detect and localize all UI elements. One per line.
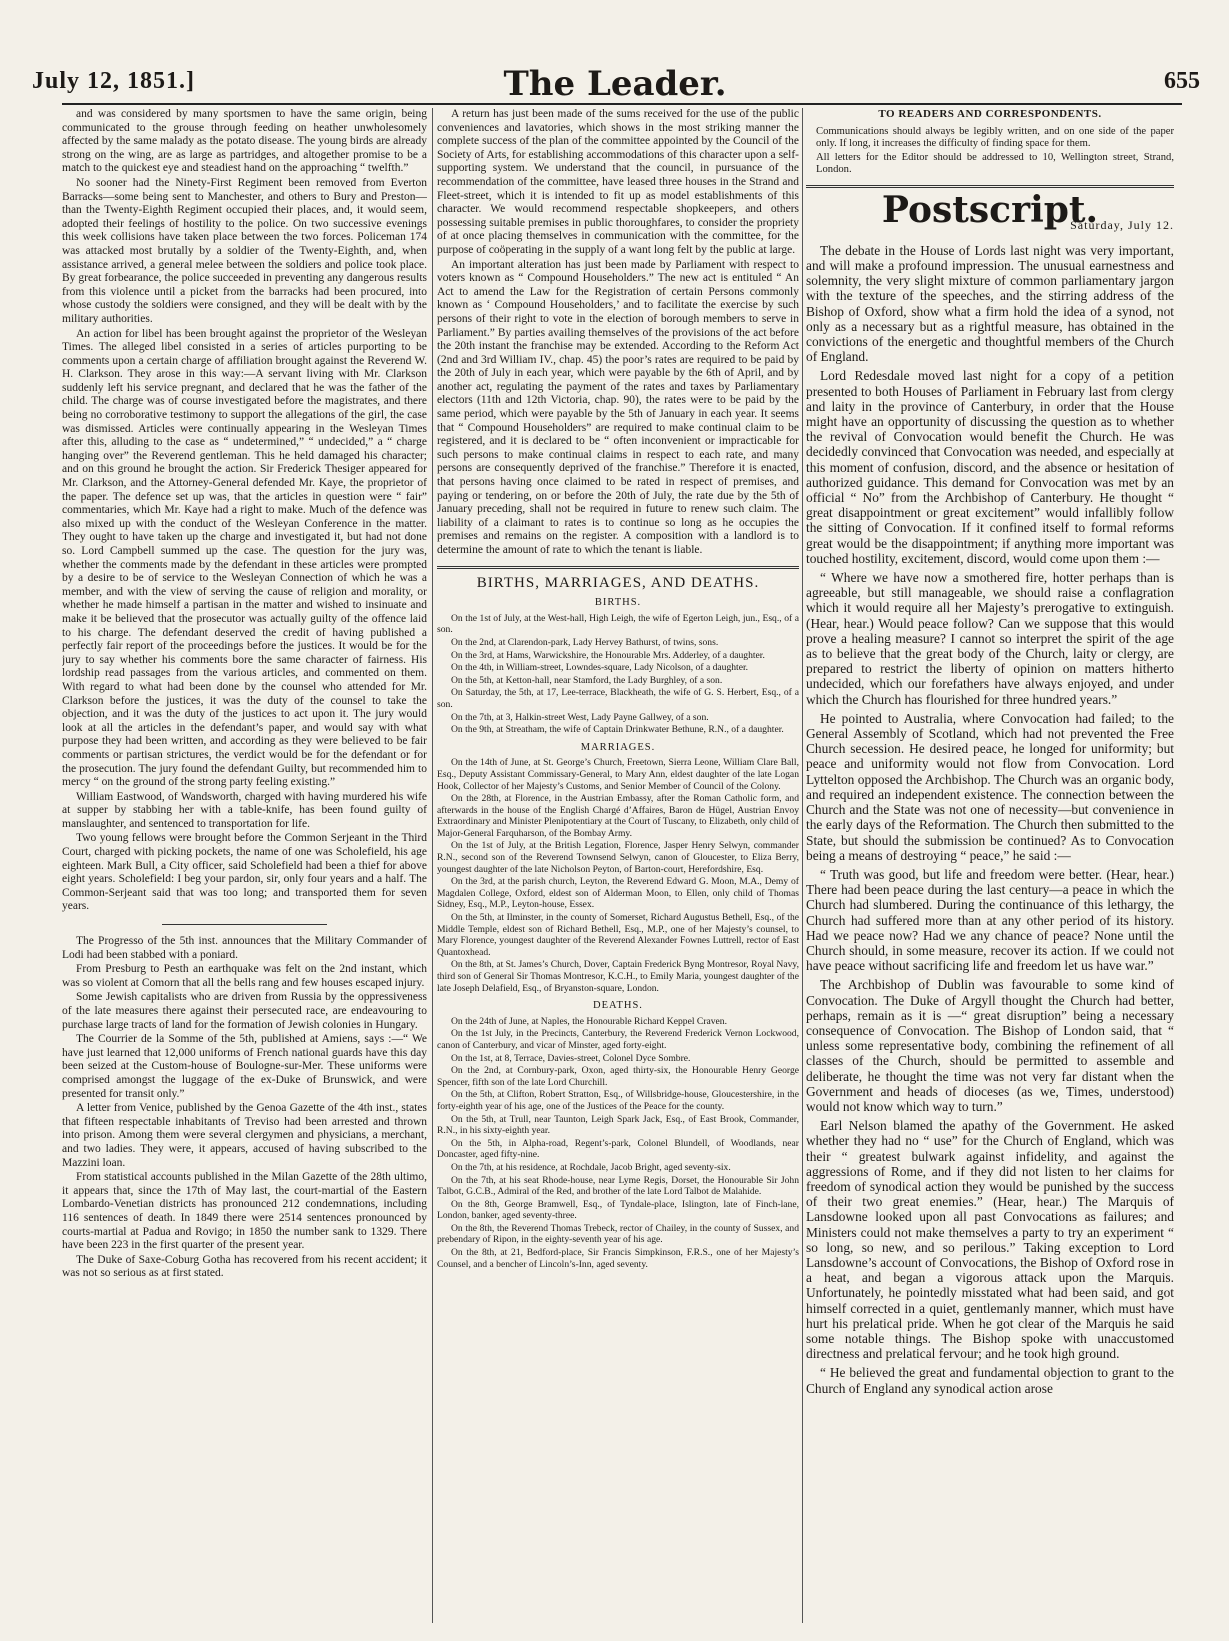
death-notice: On the 24th of June, at Naples, the Honourable Richard Keppel Craven.	[451, 1015, 728, 1027]
death-notice: On the 7th, at his residence, at Rochdale, Jacob Bright, aged seventy-six.	[451, 1161, 731, 1173]
article-paragraph: From statistical accounts published in the Milan Gazette of the 28th ultimo, it appears that, since the 17th of May last, the court-martial of the Eastern Lombardo-Venetian districts has pronounced 212 condemnations, including 116 sentences of death. In 1849 there were 2514 sentences pronounced by courts-martial at Padua and Rovigo; in 1850 the number sank to 1329. There have been 223 in the first quarter of the present year.	[62, 1171, 427, 1252]
postscript-paragraph: Lord Redesdale moved last night for a copy of a petition presented to both Houses of Parliament in February last from clergy and laity in the province of Canterbury, in order that the House might have an opportunity of discussing the question as to whether the revival of Convocation would benefit the Church. He was decidedly convinced that Convocation was needed, and especially at this moment of confusion, discord, and the absence or hesitation of authorized guidance. This demand for Convocation was met by an official “ No” from the Archbishop of Canterbury. He thought “ great disappointment or great excitement” would infallibly follow the sitting of Convocation. If it confined itself to formal reforms great would be the disappointment; if anything more important was touched hostility, excitement, discord, would come upon them :—	[806, 368, 1174, 566]
article-paragraph: The Duke of Saxe-Coburg Gotha has recovered from his recent accident; it was not so serious as at first stated.	[62, 1253, 427, 1280]
readers-notices	[806, 126, 1174, 177]
death-notice: On the 5th, in Alpha-road, Regent’s-park, Colonel Blundell, of Woodlands, near Doncaster, aged fifty-nine.	[437, 1137, 799, 1161]
deaths-list	[437, 1016, 799, 1270]
postscript-title: Postscript.	[881, 188, 1099, 231]
news-paragraphs	[62, 108, 427, 914]
foreign-news-paragraphs	[62, 935, 427, 1281]
death-notice: On the 5th, at Clifton, Robert Stratton, Esq., of Willsbridge-house, Gloucestershire, in the forty-eighth year of his age, one of the Justices of the Peace for the county.	[437, 1089, 799, 1112]
marriage-notice: On the 5th, at Ilminster, in the county of Somerset, Richard Augustus Bethell, Esq., of the Middle Temple, eldest son of Richard Bethell, Esq., M.P., one of her Majesty’s counsel, to Mary Florence, youngest daughter of the Reverend Alexander Fownes Luttrell, rector of East Quantoxhead.	[437, 912, 799, 958]
article-paragraph: An action for libel has been brought against the proprietor of the Wesleyan Times. The alleged libel consisted in a series of articles purporting to be comments upon a certain charge of affiliation brought against the Reverend W. H. Clarkson. They arose in this way:—A servant living with Mr. Clarkson suddenly left his service pregnant, and declared that he was the father of the child. The charge was of course investigated before the magistrates, and there being no corroborative testimony to support the allegations of the girl, the case was dismissed. Articles were continually appearing in the Wesleyan Times after this, alluding to the case as “ undetermined,” “ undecided,” a “ charge hanging over” the Reverend gentleman. This he held damaged his character; and on this ground he brought the action. Sir Frederick Thesiger appeared for Mr. Clarkson, and the Attorney-General defended Mr. Kaye, the proprietor of the paper. The defence set up was, that the articles in question were “ fair” commentaries, which Mr. Kaye had a right to make. Much of the defence was also mixed up with the conduct of the Wesleyan Conference in the matter. They ought to have taken up the charge and investigated it, but had not done so. Lord Campbell summed up the case. The question for the jury was, whether the comments made by the defendant in these articles were prompted by a desire to be of service to the Wesleyan Connection of which he was a member, and with the view of serving the cause of religion and morality, or whether he made himself a partisan in the matter and wished to insinuate and make it be believed that the prosecutor was actually guilty of the offence laid to his charge. The defendant deserved the credit of having published a perfectly fair report of the proceedings before the justices. It would be for the jury to say whether his comments bore the same character of fairness. His lordship read passages from the various articles, and commented on them. With regard to what had been done by the counsel who attended for Mr. Clarkson before the justices, it was the duty of the counsel to take the objection, and it was the duty of the justices to act upon it. The jury would look at all the articles in the defendant’s paper, and would say with what purpose they had been written, and according as they were believed to be fair comments or partisan strictures, the verdict would be for the defendant or for the prosecution. The jury found the defendant Guilty, but recommended him to mercy “ on the ground of the strong party feeling existing.”	[62, 327, 427, 789]
article-paragraph: A letter from Venice, published by the Genoa Gazette of the 4th inst., states that fifteen respectable inhabitants of Treviso had been arrested and thrown into prison. Among them were several clergymen and physicians, a merchant, and two ladies. They were, it appears, accused of having subscribed to the Mazzini loan.	[62, 1102, 427, 1169]
page-number: 655	[1164, 68, 1200, 94]
article-paragraph: The Progresso of the 5th inst. announces that the Military Commander of Lodi had been stabbed with a poniard.	[62, 935, 427, 961]
readers-heading: TO READERS AND CORRESPONDENTS.	[878, 108, 1102, 120]
birth-notice: On the 5th, at Ketton-hall, near Stamford, the Lady Burghley, of a son.	[451, 674, 723, 686]
double-rule	[806, 185, 1174, 188]
reader-notice: Communications should always be legibly written, and on one side of the paper only. If long, it increases the difficulty of finding space for them.	[816, 125, 1174, 150]
marriage-notice: On the 28th, at Florence, in the Austrian Embassy, after the Roman Catholic form, and afterwards in the house of the English Chargé d’Affaires, Baron de Hügel, Austrian Envoy Extraordinary and Minister Plenipotentiary at the Court of Tuscany, to Elizabeth, only child of Major-General Farquharson, of the Bombay Army.	[437, 793, 799, 839]
birth-notice: On the 2nd, at Clarendon-park, Lady Hervey Bathurst, of twins, sons.	[451, 636, 719, 648]
deaths-heading: DEATHS.	[593, 1000, 643, 1012]
death-notice: On the 8th, George Bramwell, Esq., of Tyndale-place, Islington, late of Finch-lane, London, banker, aged seventy-three.	[437, 1198, 799, 1222]
article-paragraph: Two young fellows were brought before the Common Serjeant in the Third Court, charged with picking pockets, the name of one was Scholefield, his age eighteen. Mark Bull, a City officer, said Scholefield had been a thief for above eight years. Scholefield: I beg your pardon, sir, only four years and a half. The Common-Serjeant said that was too long; and transported them for seven years.	[62, 832, 427, 913]
postscript-paragraph: “ Where we have now a smothered fire, hotter perhaps than is agreeable, but still manageable, we should raise a conflagration which it would require all her Majesty’s prerogative to extinguish. (Hear, hear.) Would peace follow? Can we suppose that this would prove a healing measure? I cannot so interpret the spirit of the age as to believe that the great body of the Church, laity or clergy, are prepared to restrict the liberty of opinion on matters hitherto undecided, which our forefathers have always enjoyed, and under which the Church has flourished for three hundred years.”	[806, 570, 1174, 707]
marriage-notice: On the 1st of July, at the British Legation, Florence, Jasper Henry Selwyn, commander R.N., second son of the Reverend Townsend Selwyn, canon of Gloucester, to Eliza Berry, youngest daughter of the late Nicholson Peyton, of Barton-court, Herefordshire, Esq.	[437, 840, 799, 875]
birth-notice: On the 4th, in William-street, Lowndes-square, Lady Nicolson, of a daughter.	[451, 662, 749, 674]
postscript-paragraph: The debate in the House of Lords last night was very important, and will make a profound impression. The unusual earnestness and solemnity, the very slight mixture of common parliamentary jargon with the texture of the speeches, and the stirring address of the Bishop of Oxford, show what a firm hold the idea of a synod, not only as a necessary but as a rightful measure, has obtained in the convictions of the energetic and thoughtful members of the Church of England.	[806, 242, 1174, 365]
column-3	[806, 108, 1174, 1628]
birth-notice: On the 7th, at 3, Halkin-street West, Lady Payne Gallwey, of a son.	[451, 711, 709, 723]
reader-notice: All letters for the Editor should be addressed to 10, Wellington street, Strand, London.	[816, 151, 1174, 176]
article-paragraph: No sooner had the Ninety-First Regiment been removed from Everton Barracks—some being sent to Manchester, and others to Bury and Preston—than the Twenty-Eighth Regiment occupied their places, and, it would seem, adopted their feelings of hostility to the police. On two successive evenings this week collisions have taken place between the two forces. Policeman 174 was attacked most brutally by a soldier of the Twenty-Eighth, and, when assistance arrived, a general melee between the soldiers and police took place. By great forbearance, the police succeeded in preventing any dangerous results from this violence until a picket from the barracks had been procured, into whose custody the soldiers were consigned, and they will be dealt with by the military authorities.	[62, 176, 427, 325]
article-paragraph: From Presburg to Pesth an earthquake was felt on the 2nd instant, which was so violent at Comorn that all the bells rang and few houses escaped injury.	[62, 963, 427, 989]
births-heading: BIRTHS.	[594, 597, 642, 609]
column-1	[62, 108, 427, 1628]
death-notice: On the 7th, at his seat Rhode-house, near Lyme Regis, Dorset, the Honourable Sir John Talbot, G.C.B., Admiral of the Red, and brother of the late Lord Talbot de Malahide.	[437, 1174, 799, 1198]
article-paragraph: A return has just been made of the sums received for the use of the public conveniences and lavatories, which shows in the most striking manner the complete success of the plan of the committee appointed by the Council of the Society of Arts, for establishing accommodations of this character upon a self-supporting system. We understand that the council, in pursuance of the recommendation of the committee, have leased three houses in the Strand and Fleet-street, which it is intended to fit up as model establishments of this character. We would recommend respectable shopkeepers, and others possessing suitable premises in public thoroughfares, to consider the propriety of at once placing themselves in communication with the committee, for the purpose of coöperating in the supply of a want long felt by the public at large.	[437, 108, 799, 256]
header-rule	[62, 103, 1182, 105]
postscript-paragraph: The Archbishop of Dublin was favourable to some kind of Convocation. The Duke of Argyll thought the Church had better, perhaps, remain as it is —“ great disruption” being a necessary consequence of Convocation. The Bishop of London said, that “ unless some representative body, combining the refinement of all classes of the Church, should be permitted to assemble and deliberate, he thought the time was not very far distant when the Government and heads of dioceses (as we, Times, understood) would not know which way to turn.”	[806, 977, 1174, 1114]
section-heading: BIRTHS, MARRIAGES, AND DEATHS.	[476, 574, 760, 591]
newspaper-title: The Leader.	[503, 64, 727, 104]
article-paragraph: An important alteration has just been made by Parliament with respect to voters known as “ Compound Householders.” The new act is entituled “ An Act to amend the Law for the Registration of certain Persons commonly known as ‘ Compound Householders,’ and to facilitate the exercise by such persons of their right to vote in the election of borough members to serve in Parliament.” By parties availing themselves of the provisions of the act before the 20th instant the franchise may be extended. According to the Reform Act (2nd and 3rd William IV., chap. 45) the poor’s rates are required to be paid by the 20th of July in each year, which were payable by the 6th of April, and by another act, regulating the payment of the rates and taxes by Parliamentary electors (11th and 12th Victoria, chap. 90), the rates were to be paid by the same period, which were payable by the 5th of January in each year. It seems that “ Compound Householders” are required to make continual claim to be registered, and it is declared to be “ often inconvenient or impracticable for such persons to make continual claims in respect to each rate, and many persons are consequently deprived of the franchise.” Therefore it is enacted, that persons having once claimed to be rated in respect of premises, and paying or tendering, on or before the 20th of July, the rate due by the 5th of January preceding, shall not be required in future to renew such claim. The liability of a claimant to rates is to continue so long as he occupies the premises and remains on the register. A composition with a landlord is to determine the amount of rate to which the tenant is liable.	[437, 258, 799, 556]
issue-date: July 12, 1851.]	[32, 68, 196, 94]
postscript-paragraph: “ Truth was good, but life and freedom were better. (Hear, hear.) There had been peace during the last century—a peace in which the Church had slumbered. During the continuance of this lethargy, the Church had suffered more than at any other period of its history. Had we peace now? Had we any chance of peace? None until the Church should, in some measure, recover its action. If we could not have peace without sacrificing life and freedom let us have war.”	[806, 866, 1174, 974]
marriage-notice: On the 3rd, at the parish church, Leyton, the Reverend Edward G. Moon, M.A., Demy of Magdalen College, Oxford, eldest son of Alderman Moon, to Ellen, only child of Thomas Sidney, Esq., M.P., Leyton-house, Essex.	[437, 876, 799, 911]
column-2	[437, 108, 799, 1628]
news-paragraphs	[437, 108, 799, 558]
article-paragraph: William Eastwood, of Wandsworth, charged with having murdered his wife at supper by stabbing her with a table-knife, has been found guilty of manslaughter, and sentenced to transportation for life.	[62, 790, 427, 830]
marriage-notice: On the 8th, at St. James’s Church, Dover, Captain Frederick Byng Montresor, Royal Navy, third son of General Sir Thomas Montresor, K.C.H., to Emily Maria, youngest daughter of the late Joseph Delafield, Esq., of Bryanston-square, London.	[437, 959, 799, 994]
death-notice: On the 2nd, at Cornbury-park, Oxon, aged thirty-six, the Honourable Henry George Spencer, fifth son of the late Lord Churchill.	[437, 1065, 799, 1088]
masthead	[20, 64, 1210, 104]
death-notice: On the 8th, at 21, Bedford-place, Sir Francis Simpkinson, F.R.S., one of her Majesty’s Counsel, and a bencher of Lincoln’s-Inn, aged seventy.	[437, 1247, 799, 1270]
article-paragraph: The Courrier de la Somme of the 5th, published at Amiens, says :—“ We have just learned that 12,000 uniforms of French national guards have this day been seized at the Custom-house of Boulogne-sur-Mer. These uniforms were comprised amongst the luggage of the ex-Duke of Brunswick, and were presented for transit only.”	[62, 1033, 427, 1100]
death-notice: On the 1st, at 8, Terrace, Davies-street, Colonel Dyce Sombre.	[451, 1052, 691, 1064]
birth-notice: On the 3rd, at Hams, Warwickshire, the Honourable Mrs. Adderley, of a daughter.	[451, 649, 765, 661]
marriages-list	[437, 757, 799, 994]
dateline: Saturday, July 12.	[1070, 218, 1174, 233]
postscript-paragraph: “ He believed the great and fundamental objection to grant to the Church of England any synodical action arose	[806, 1365, 1174, 1396]
postscript-paragraph: He pointed to Australia, where Convocation had failed; to the General Assembly of Scotland, which had not prevented the Free Church secession. He desired peace, he longed for uniformity; but peace and uniformity would not flow from Convocation. Lord Lyttelton opposed the Archbishop. The Church was an organic body, and required an independent existence. The connection between the Church and the State was not one of necessity—but convenience in the early days of the Reformation. The Church then submitted to the State, but should the submission be continued? As to Convocation being a means of destroying “ peace,” he said :—	[806, 710, 1174, 863]
postscript-paragraph: Earl Nelson blamed the apathy of the Government. He asked whether they had no “ use” for the Church of England, which was their “ greatest bulwark against infidelity, and against the aggressions of Rome, and if they did not listen to her claims for freedom of synodical action they would be punished by the success of their two great enemies.” (Hear, hear.) The Marquis of Lansdowne looked upon all past Convocations as failures; and Ministers could not make themselves a party to try an experiment “ so long, so new, and so perilous.” Taking exception to Lord Lansdowne’s account of Convocations, the Bishop of Oxford rose in a heat, and began a vigorous attack upon the Marquis. Unfortunately, he pointedly misstated what had been said, and got himself corrected in a quiet, gentlemanly manner, which must have hurt his prelatical pride. When he got clear of the Marquis he said some notable things. The Bishop spoke with unaccustomed directness and prelatical fervour; and he took high ground.	[806, 1118, 1174, 1362]
article-paragraph: and was considered by many sportsmen to have the same origin, being communicated to the grouse through feeding on heather unwholesomely affected by the same malady as the potato disease. The young birds are already strong on the wing, are as large as partridges, and altogether promise to be a match to the quickest eye and steadiest hand on the approaching “ twelfth.”	[62, 108, 427, 175]
birth-notice: On the 9th, at Streatham, the wife of Captain Drinkwater Bethune, R.N., of a daughter.	[451, 724, 784, 736]
birth-notice: On the 1st of July, at the West-hall, High Leigh, the wife of Egerton Leigh, jun., Esq., of a son.	[437, 612, 799, 636]
death-notice: On the 1st July, in the Precincts, Canterbury, the Reverend Frederick Vernon Lockwood, canon of Canterbury, and vicar of Minster, aged forty-eight.	[437, 1028, 799, 1051]
death-notice: On the 8th, the Reverend Thomas Trebeck, rector of Chailey, in the county of Sussex, and prebendary of Ripon, in the eighty-seventh year of his age.	[437, 1222, 799, 1246]
postscript-paragraphs	[806, 243, 1174, 1396]
marriage-notice: On the 14th of June, at St. George’s Church, Freetown, Sierra Leone, William Clare Ball, Esq., Deputy Assistant Commissary-General, to Mary Ann, eldest daughter of the late Logan Hook, Collector of her Majesty’s Customs, and Senior Member of Council of the Colony.	[437, 757, 799, 792]
births-list	[437, 613, 799, 736]
column-divider	[432, 108, 433, 1623]
column-divider	[802, 108, 803, 1623]
section-separator	[162, 924, 326, 925]
article-paragraph: Some Jewish capitalists who are driven from Russia by the oppressiveness of the late measures there against their persecuted race, are endeavouring to purchase large tracts of land for the formation of Jewish colonies in Hungary.	[62, 991, 427, 1031]
marriages-heading: MARRIAGES.	[580, 741, 656, 753]
birth-notice: On Saturday, the 5th, at 17, Lee-terrace, Blackheath, the wife of G. S. Herbert, Esq., of a son.	[437, 687, 799, 710]
double-rule	[437, 566, 799, 569]
death-notice: On the 5th, at Trull, near Taunton, Leigh Spark Jack, Esq., of East Brook, Commander, R.N., in his sixty-eighth year.	[437, 1113, 799, 1137]
